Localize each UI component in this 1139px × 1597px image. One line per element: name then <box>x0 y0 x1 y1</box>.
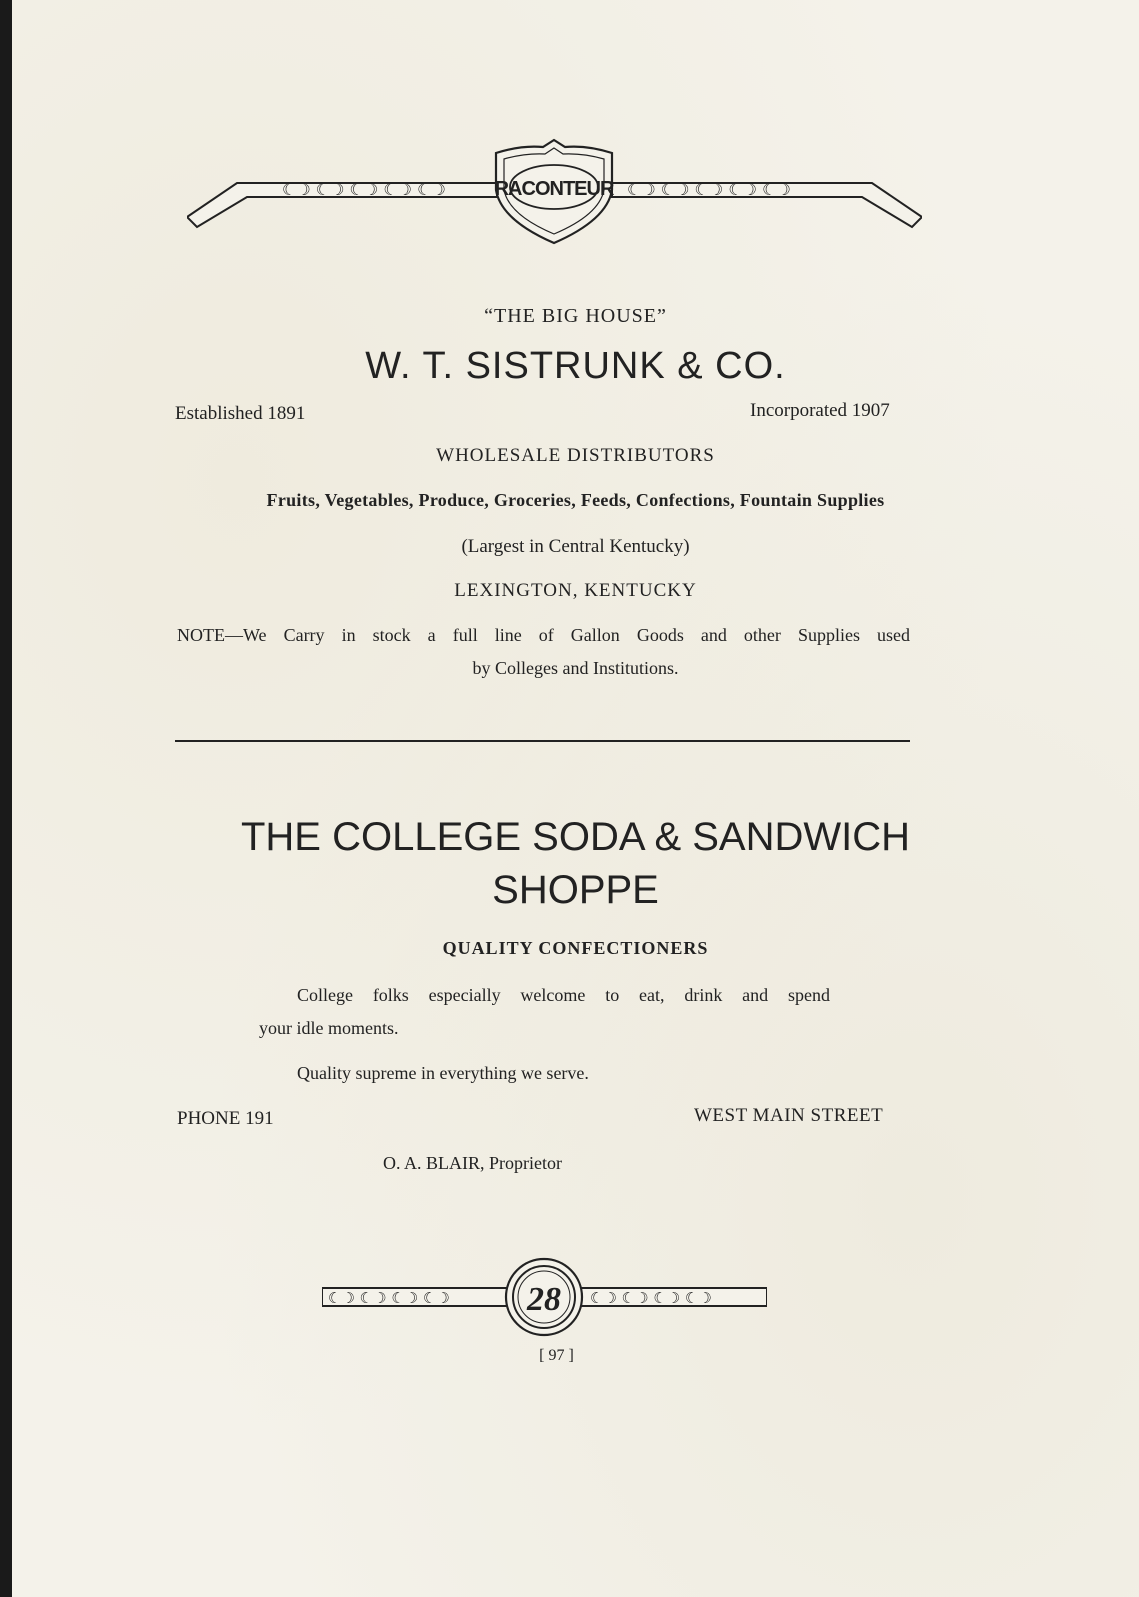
ad1-business-type: WHOLESALE DISTRIBUTORS <box>436 445 715 466</box>
ad2-proprietor: O. A. BLAIR, Proprietor <box>383 1153 562 1173</box>
ad2-address: WEST MAIN STREET <box>694 1105 884 1126</box>
ad1-note-line2: by Colleges and Institutions. <box>472 658 679 678</box>
svg-text:☾☽ ☾☽ ☾☽ ☾☽ ☾☽: ☾☽ ☾☽ ☾☽ ☾☽ ☾☽ <box>627 180 791 199</box>
ad1-tagline: “THE BIG HOUSE” <box>484 305 667 327</box>
ad2-phone: PHONE 191 <box>177 1108 274 1129</box>
section-divider <box>175 740 910 742</box>
svg-text:☾☽ ☾☽ ☾☽ ☾☽: ☾☽ ☾☽ ☾☽ ☾☽ <box>590 1289 712 1307</box>
ad1-firm-name: W. T. SISTRUNK & CO. <box>365 345 786 387</box>
ad2-slogan: Quality supreme in everything we serve. <box>297 1063 589 1083</box>
ad2-name-line2: SHOPPE <box>492 868 659 912</box>
ad2-welcome-line1: College folks especially welcome to eat, drink and spend <box>297 985 830 1005</box>
ad1-incorporated: Incorporated 1907 <box>750 400 890 421</box>
page-number: [ 97 ] <box>539 1347 574 1364</box>
year-badge-text: 28 <box>527 1281 561 1318</box>
ad1-established: Established 1891 <box>175 403 306 424</box>
ad2-welcome-line2: your idle moments. <box>259 1018 399 1038</box>
yearbook-page <box>12 0 1139 1597</box>
raconteur-banner-ornament <box>187 135 922 245</box>
ad1-claim: (Largest in Central Kentucky) <box>461 536 690 557</box>
raconteur-shield-text: RACONTEUR <box>494 178 614 200</box>
year-badge-ornament <box>322 1255 767 1340</box>
ad1-product-lines: Fruits, Vegetables, Produce, Groceries, Feeds, Confections, Fountain Supplies <box>266 490 885 510</box>
svg-text:☾☽ ☾☽ ☾☽ ☾☽: ☾☽ ☾☽ ☾☽ ☾☽ <box>328 1289 450 1307</box>
ad2-name-line1: THE COLLEGE SODA & SANDWICH <box>240 815 911 859</box>
ad1-note-line1: NOTE—We Carry in stock a full line of Gallon Goods and other Supplies used <box>177 625 910 645</box>
ad1-location: LEXINGTON, KENTUCKY <box>454 580 697 601</box>
ad2-subtitle: QUALITY CONFECTIONERS <box>442 938 709 958</box>
svg-text:☾☽ ☾☽ ☾☽ ☾☽ ☾☽: ☾☽ ☾☽ ☾☽ ☾☽ ☾☽ <box>282 180 446 199</box>
